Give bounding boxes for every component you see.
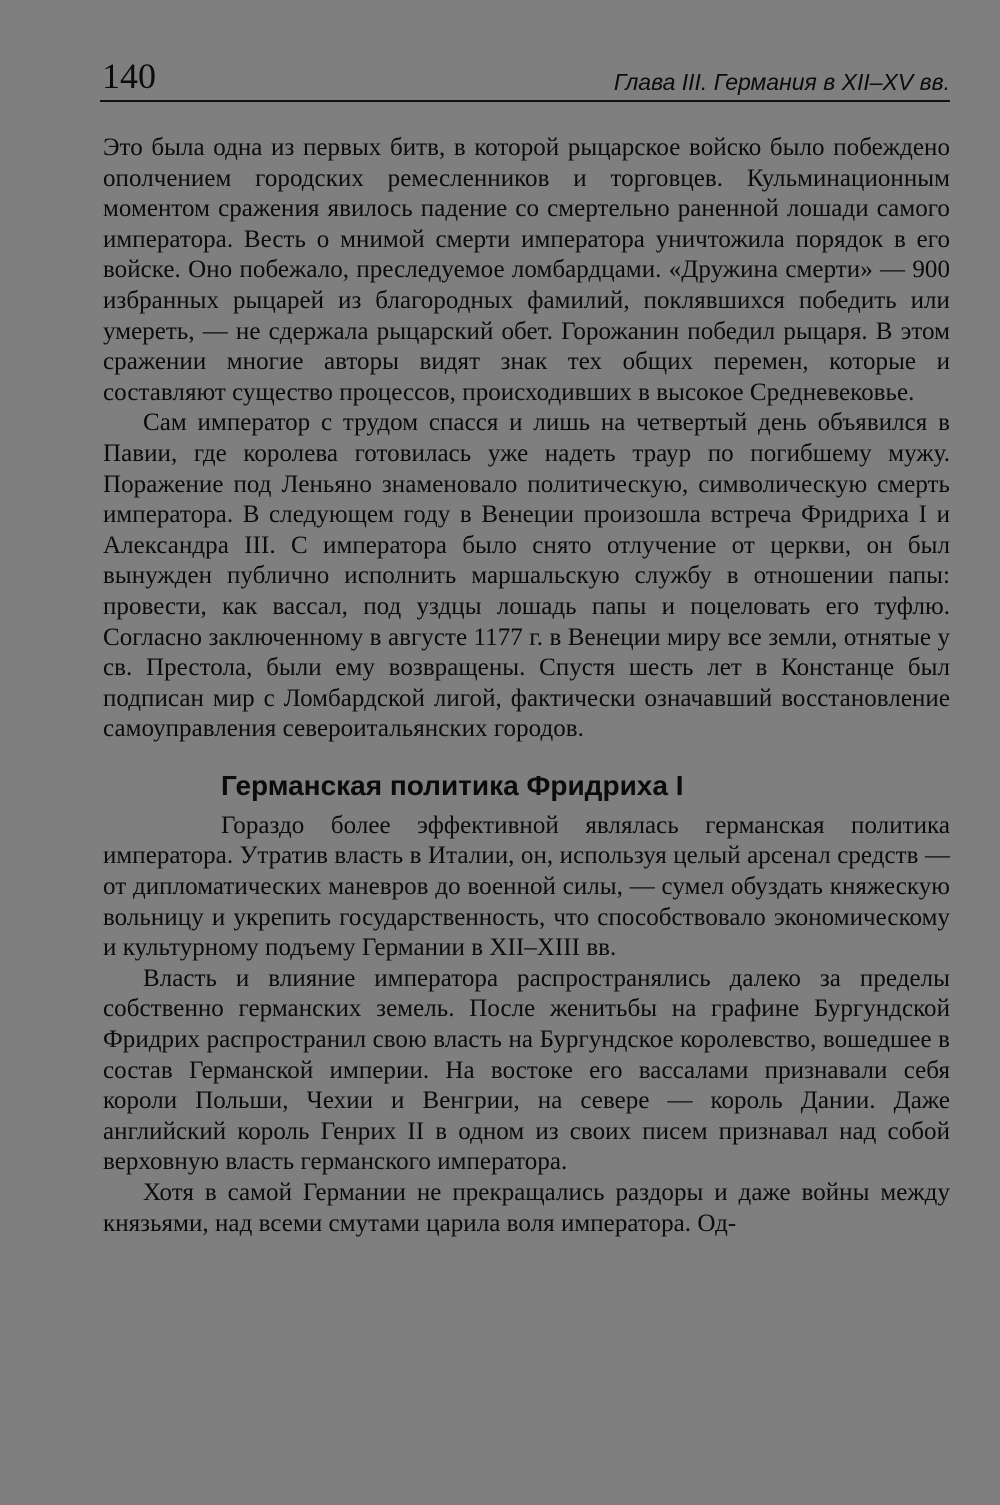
paragraph: Сам император с трудом спасся и лишь на четвертый день объявился в Павии, где королева готовилась уже надеть траур по погибшему мужу. Поражение под Леньяно знаменовало политическую, символическую смерть императора. В следующем году в Венеции произошла встреча Фридриха I и Александра III. С императора было снято отлучение от церкви, он был вынужден публично исполнить маршальскую службу в отношении папы: провести, как вассал, под уздцы лошадь папы и поцеловать его туфлю. Согласно заключенному в августе 1177 г. в Венеции миру все земли, отнятые у св. Престола, были ему возвращены. Спустя шесть лет в Констанце был подписан мир с Ломбардской лигой, фактически означавший восстановление самоуправления североитальянских городов. [103, 409, 950, 743]
running-header [100, 52, 950, 102]
paragraph: Гораздо более эффективной являлась германская политика императора. Утратив власть в Италии, он, используя целый арсенал средств — от дипломатических маневров до военной силы, — сумел обуздать княжескую вольницу и укрепить государственность, что способствовало экономическому и культурному подъему Германии в XII–XIII вв. [103, 811, 950, 962]
paragraph: Хотя в самой Германии не прекращались раздоры и даже войны между князьями, над всеми смутами царила воля императора. Од- [103, 1179, 950, 1237]
paragraph: Власть и влияние императора распространялись далеко за пределы собственно германских земель. После женитьбы на графине Бургундской Фридрих распространил свою власть на Бургундское королевство, вошедшее в состав Германской империи. На востоке его вассалами признавали себя короли Польши, Чехии и Венгрии, на севере — король Дании. Даже английский король Генрих II в одном из своих писем признавал над собой верховную власть германского императора. [103, 964, 950, 1176]
chapter-title: Глава III. Германия в XII–XV вв. [613, 69, 950, 95]
paragraph: Это была одна из первых битв, в которой рыцарское войско было побеждено ополчением городских ремесленников и торговцев. Кульминационным моментом сражения явилось падение со смертельно раненной лошади самого императора. Весть о мнимой смерти императора уничтожила порядок в его войске. Оно побежало, преследуемое ломбардцами. «Дружина смерти» — 900 избранных рыцарей из благородных фамилий, поклявшихся победить или умереть, — не сдержала рыцарский обет. Горожанин победил рыцаря. В этом сражении многие авторы видят знак тех общих перемен, которые и составляют существо процессов, происходивших в высокое Средневековье. [103, 134, 950, 406]
body-text [103, 133, 950, 1239]
section-heading: Германская политика Фридриха I [221, 769, 684, 801]
page-number: 140 [102, 56, 156, 96]
